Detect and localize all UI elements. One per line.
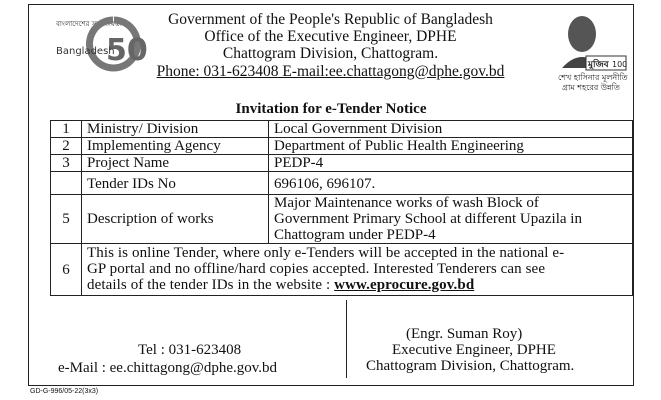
logo-en-text: Bangladesh — [56, 46, 115, 57]
description-line: Chattogram under PEDP-4 — [274, 227, 436, 243]
signatory-name: (Engr. Suman Roy) — [406, 326, 523, 342]
note-line: This is online Tender, where only e-Tenders will be accepted in the national e- — [87, 245, 565, 261]
row-value: Local Government Division — [269, 121, 633, 138]
row-number: 2 — [51, 138, 82, 155]
table-row — [51, 244, 633, 296]
logo-slogan-2: গ্রাম শহরের উন্নতি — [562, 83, 620, 92]
row-number: 1 — [51, 121, 82, 138]
row-number: 3 — [51, 155, 82, 172]
note-line: GP portal and no offline/hard copies accepted. Interested Tenderers can see — [87, 261, 546, 277]
row-label: Ministry/ Division — [82, 121, 269, 138]
row-value: Department of Public Health Engineering — [269, 138, 633, 155]
footer-tel: Tel : 031-623408 — [138, 342, 242, 358]
header-line-3: Chattogram Division, Chattogram. — [222, 45, 439, 62]
row-label: Project Name — [82, 155, 269, 172]
note-line-text: details of the tender IDs in the website : — [87, 277, 335, 293]
row-label: Tender IDs No — [82, 172, 269, 195]
footer-signature — [346, 300, 633, 378]
mujib-100-logo — [558, 10, 628, 92]
header-contact: Phone: 031-623408 E-mail:ee.chattagong@dphe.gov.bd — [156, 63, 505, 80]
signatory-title: Executive Engineer, DPHE — [392, 342, 556, 358]
row-value-multiline — [269, 195, 633, 244]
reference-code: GD-G-996/05-22(3x3) — [30, 388, 99, 395]
logo-numeral: 50 — [106, 33, 148, 68]
online-tender-note — [82, 244, 633, 296]
header-line-2: Office of the Executive Engineer, DPHE — [204, 28, 457, 45]
signatory-office: Chattogram Division, Chattogram. — [366, 358, 575, 374]
tender-table — [50, 120, 633, 296]
table-row — [51, 138, 633, 155]
header-line-1: Government of the People's Republic of Bangladesh — [168, 11, 493, 28]
description-line: Government Primary School at different Upazila in — [274, 211, 582, 227]
eprocure-link[interactable]: www.eprocure.gov.bd — [334, 277, 475, 293]
footer-contact — [50, 300, 347, 378]
row-value: 696106, 696107. — [269, 172, 633, 195]
table-row — [51, 121, 633, 138]
table-row — [51, 155, 633, 172]
logo-badge-num: 100 — [612, 60, 628, 69]
row-number — [51, 172, 82, 195]
logo-slogan-1: শেখ হাসিনার মূলনীতি — [558, 73, 628, 82]
row-label: Description of works — [82, 195, 269, 244]
logo-bn-text: বাংলাদেশের সুবর্ণজয়ন্তী — [56, 20, 122, 28]
row-number: 5 — [51, 195, 82, 244]
row-value: PEDP-4 — [269, 155, 633, 172]
footer-email: e-Mail : ee.chittagong@dphe.gov.bd — [58, 360, 278, 376]
table-row — [51, 172, 633, 195]
table-row — [51, 195, 633, 244]
notice-title: Invitation for e-Tender Notice — [235, 101, 427, 117]
row-number: 6 — [51, 244, 82, 296]
logo-badge: মুজিব — [588, 60, 609, 70]
note-line — [87, 277, 627, 293]
row-label: Implementing Agency — [82, 138, 269, 155]
description-line: Major Maintenance works of wash Block of — [274, 195, 539, 211]
